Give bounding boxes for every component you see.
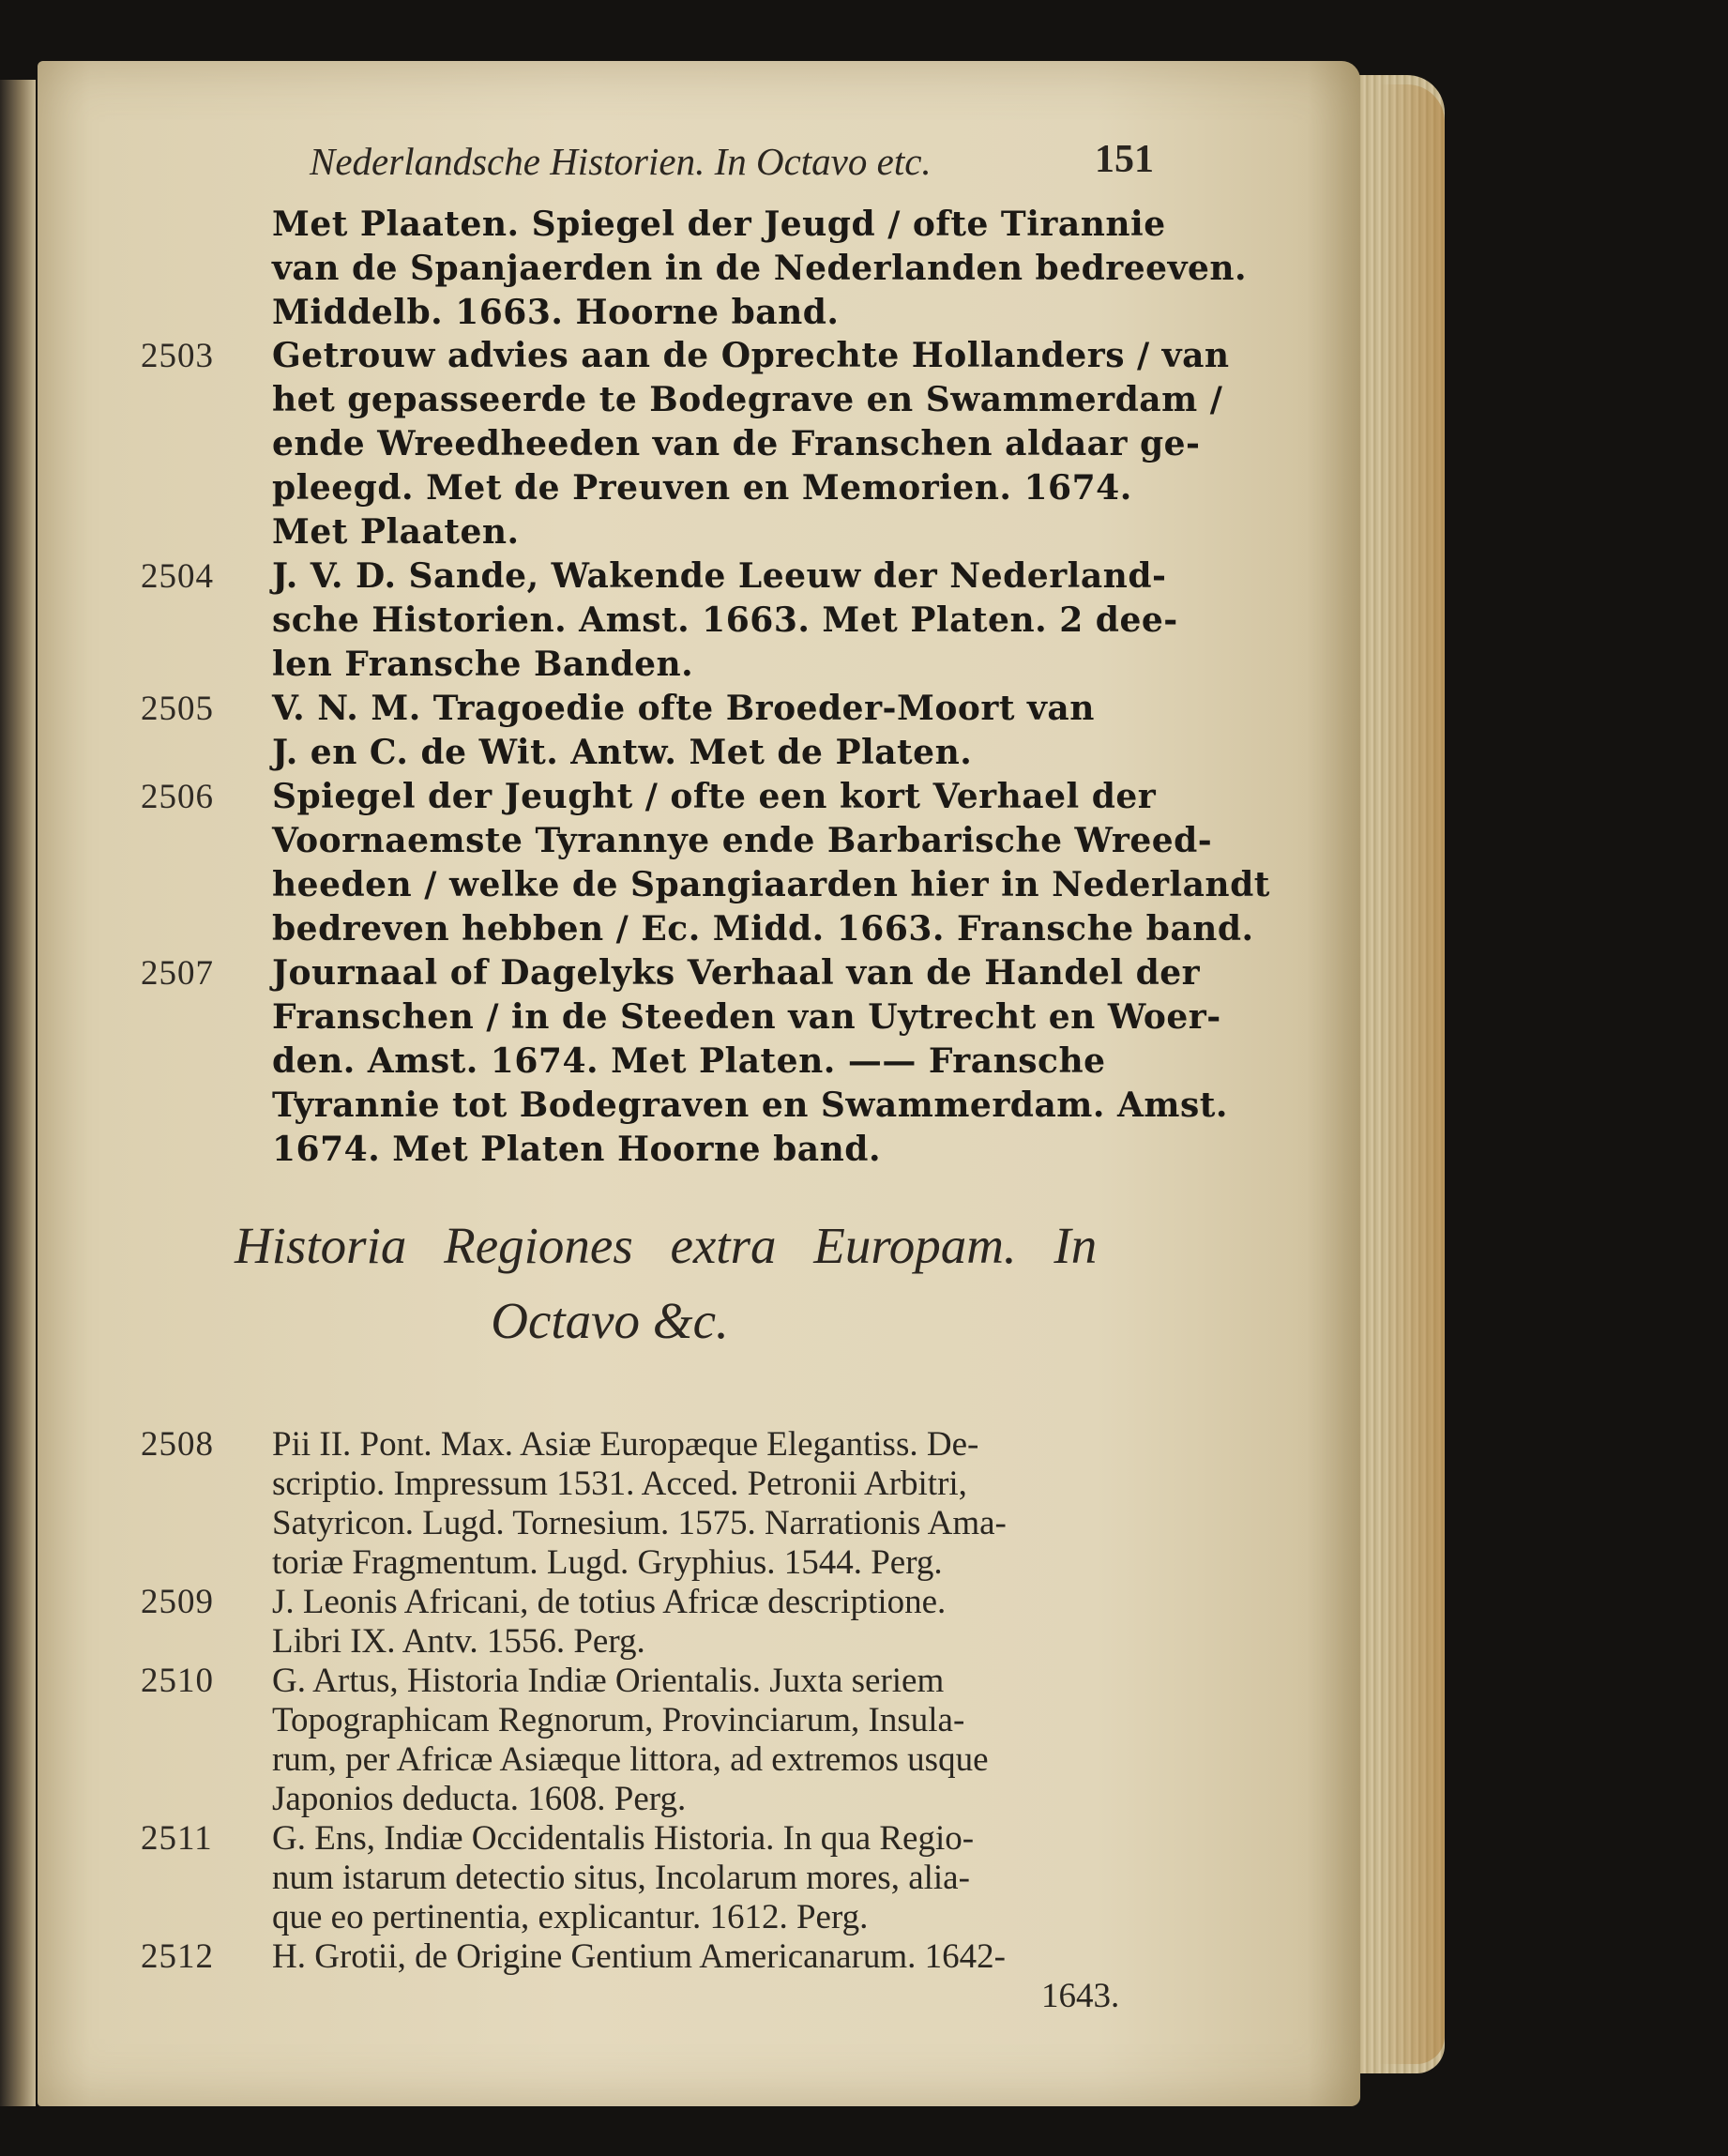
entry-line: J. en C. de Wit. Antw. Met de Platen. [272,733,973,772]
facing-page-edge [0,80,36,2106]
section-heading-line-1: Historia Regiones extra Europam. In [235,1217,1098,1274]
entry-line: het gepasseerde te Bodegrave en Swammerdam / [272,380,1223,419]
entry-line: scriptio. Impressum 1531. Acced. Petronii Arbitri, [272,1465,967,1503]
entry-line: Topographicam Regnorum, Provinciarum, Insula- [272,1701,965,1739]
entry-line: rum, per Africæ Asiæque littora, ad extremos usque [272,1740,989,1779]
entry-number: 2510 [141,1662,214,1700]
entry-line: 1643. [1041,1977,1120,2015]
entry-line: G. Ens, Indiæ Occidentalis Historia. In qua Regio- [272,1819,975,1858]
entry-line: Met Plaaten. [272,512,520,552]
entry-line: len Fransche Banden. [272,645,694,684]
entry-line: J. Leonis Africani, de totius Africæ descriptione. [272,1583,947,1621]
entry-line: heeden / welke de Spangiaarden hier in Nederlandt [272,865,1270,904]
running-title: Nederlandsche Historien. In Octavo etc. [310,140,932,183]
entry-number: 2507 [141,954,214,993]
entry-line: num istarum detectio situs, Incolarum mores, alia- [272,1859,970,1897]
entry-line: Journaal of Dagelyks Verhaal van de Handel der [272,953,1201,993]
entry-number: 2512 [141,1937,214,1976]
entry-line: bedreven hebben / Ec. Midd. 1663. Fransche band. [272,909,1254,949]
entry-line: den. Amst. 1674. Met Platen. —— Fransche [272,1041,1106,1081]
entry-line: Voornaemste Tyrannye ende Barbarische Wreed- [272,821,1213,860]
entry-line: Libri IX. Antv. 1556. Perg. [272,1622,645,1661]
fore-edge-shadow [1379,84,1445,2064]
entry-line: Satyricon. Lugd. Tornesium. 1575. Narrationis Ama- [272,1504,1007,1542]
entry-line: Franschen / in de Steeden van Uytrecht en Woer- [272,997,1221,1037]
entry-line: Spiegel der Jeught / ofte een kort Verhael der [272,777,1157,816]
entry-line: Middelb. 1663. Hoorne band. [272,293,840,332]
entry-line: sche Historien. Amst. 1663. Met Platen. 2 dee- [272,600,1178,640]
entry-line: V. N. M. Tragoedie ofte Broeder-Moort van [272,689,1095,728]
entry-line: Getrouw advies aan de Oprechte Hollanders / van [272,336,1230,375]
page-number: 151 [1095,138,1154,181]
entry-line: J. V. D. Sande, Wakende Leeuw der Nederland- [272,556,1167,596]
entry-number: 2508 [141,1425,214,1464]
entry-line: Pii II. Pont. Max. Asiæ Europæque Elegantiss. De- [272,1425,979,1464]
entry-line: pleegd. Met de Preuven en Memorien. 1674. [272,468,1132,508]
section-heading-line-2: Octavo &c. [491,1292,729,1349]
entry-line: toriæ Fragmentum. Lugd. Gryphius. 1544. Perg. [272,1543,943,1582]
entry-line: Japonios deducta. 1608. Perg. [272,1780,687,1818]
entry-number: 2503 [141,337,214,375]
entry-line: G. Artus, Historia Indiæ Orientalis. Juxta seriem [272,1662,945,1700]
entry-line: 1674. Met Platen Hoorne band. [272,1130,881,1169]
entry-line: van de Spanjaerden in de Nederlanden bedreeven. [272,249,1248,288]
entry-line: que eo pertinentia, explicantur. 1612. Perg. [272,1898,869,1936]
entry-line: ende Wreedheeden van de Franschen aldaar ge- [272,424,1201,463]
entry-number: 2511 [141,1819,213,1858]
entry-line: H. Grotii, de Origine Gentium Americanarum. 1642- [272,1937,1006,1976]
entry-number: 2505 [141,690,214,728]
entry-number: 2509 [141,1583,214,1621]
entry-line: Tyrannie tot Bodegraven en Swammerdam. Amst. [272,1086,1228,1125]
entry-number: 2506 [141,778,214,816]
entry-number: 2504 [141,557,214,596]
entry-line: Met Plaaten. Spiegel der Jeugd / ofte Tirannie [272,205,1166,244]
